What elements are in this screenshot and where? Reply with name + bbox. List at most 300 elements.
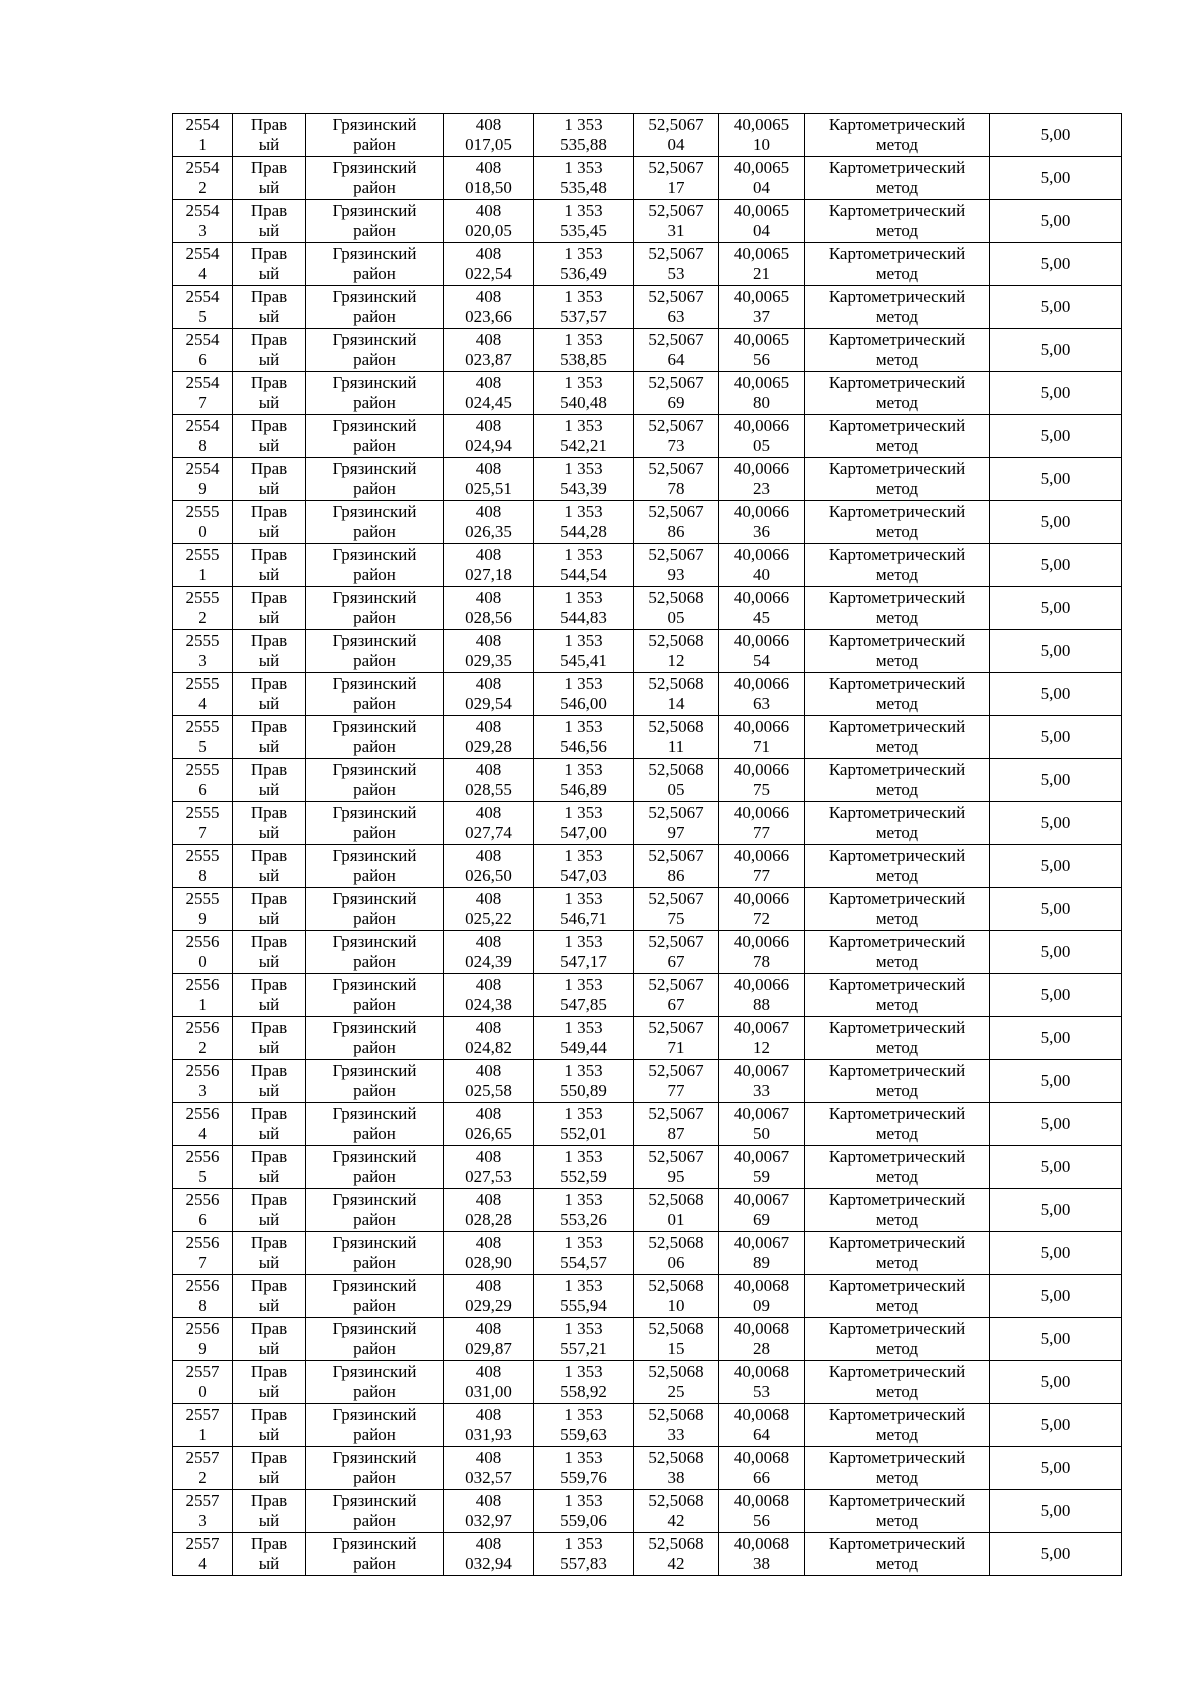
coord-x-cell [444, 544, 534, 587]
coord-x-cell-line: 027,18 [465, 565, 512, 584]
district-cell-line: Грязинский [332, 588, 417, 607]
district-cell-line: Грязинский [332, 545, 417, 564]
coord-y-cell-line: 559,76 [560, 1468, 607, 1487]
coord-x-cell-line: 408 [475, 803, 502, 822]
bank-side-cell [233, 673, 306, 716]
longitude-cell-line: 40 [753, 565, 770, 584]
point-number-cell [173, 759, 233, 802]
bank-side-cell-line: Прав [250, 416, 288, 435]
method-cell-line: метод [875, 780, 919, 799]
method-cell [805, 1189, 990, 1232]
bank-side-cell-line: Прав [250, 1147, 288, 1166]
coord-y-cell-line: 1 353 [564, 1534, 603, 1553]
method-cell-line: Картометрический [828, 1147, 966, 1166]
district-cell [306, 1275, 444, 1318]
longitude-cell [719, 1533, 805, 1576]
longitude-cell [719, 1146, 805, 1189]
bank-side-cell-line: Прав [250, 244, 288, 263]
method-cell-line: Картометрический [828, 244, 966, 263]
accuracy-cell: 5,00 [990, 1189, 1122, 1232]
district-cell [306, 1447, 444, 1490]
method-cell-line: метод [875, 1210, 919, 1229]
district-cell [306, 1146, 444, 1189]
method-cell [805, 1533, 990, 1576]
method-cell-line: метод [875, 1167, 919, 1186]
method-cell-line: метод [875, 823, 919, 842]
coord-x-cell-line: 026,35 [465, 522, 512, 541]
bank-side-cell-line: Прав [250, 158, 288, 177]
point-number-cell [173, 501, 233, 544]
coord-x-cell-line: 408 [475, 1448, 502, 1467]
method-cell-line: Картометрический [828, 1061, 966, 1080]
district-cell-line: район [353, 1253, 396, 1272]
table-row [173, 974, 1122, 1017]
coord-y-cell [534, 1146, 634, 1189]
coord-x-cell-line: 408 [475, 588, 502, 607]
point-number-cell-line: 2556 [185, 932, 220, 951]
district-cell [306, 1490, 444, 1533]
district-cell-line: Грязинский [332, 115, 417, 134]
bank-side-cell [233, 1318, 306, 1361]
district-cell-line: район [353, 522, 396, 541]
method-cell-line: Картометрический [828, 1018, 966, 1037]
coord-y-cell-line: 1 353 [564, 1061, 603, 1080]
bank-side-cell-line: ый [258, 178, 280, 197]
district-cell-line: район [353, 1382, 396, 1401]
method-cell-line: Картометрический [828, 1276, 966, 1295]
latitude-cell-line: 93 [667, 565, 685, 584]
method-cell-line: метод [875, 565, 919, 584]
district-cell-line: Грязинский [332, 889, 417, 908]
latitude-cell-line: 52,5067 [648, 1061, 704, 1080]
longitude-cell-line: 77 [753, 823, 770, 842]
table-row [173, 243, 1122, 286]
latitude-cell-line: 97 [667, 823, 685, 842]
point-number-cell-line: 2554 [185, 330, 220, 349]
district-cell-line: Грязинский [332, 1233, 417, 1252]
method-cell-line: Картометрический [828, 1190, 966, 1209]
longitude-cell-line: 37 [753, 307, 770, 326]
district-cell [306, 329, 444, 372]
bank-side-cell-line: Прав [250, 846, 288, 865]
coord-y-cell [534, 1404, 634, 1447]
accuracy-cell: 5,00 [990, 157, 1122, 200]
method-cell [805, 114, 990, 157]
coord-x-cell [444, 458, 534, 501]
district-cell-line: Грязинский [332, 760, 417, 779]
longitude-cell [719, 114, 805, 157]
coord-x-cell [444, 1232, 534, 1275]
coord-y-cell [534, 802, 634, 845]
district-cell-line: Грязинский [332, 674, 417, 693]
longitude-cell-line: 45 [753, 608, 770, 627]
table-row [173, 157, 1122, 200]
coord-x-cell [444, 329, 534, 372]
coord-x-cell-line: 408 [475, 1104, 502, 1123]
coord-x-cell-line: 408 [475, 717, 502, 736]
coord-y-cell [534, 716, 634, 759]
latitude-cell [634, 243, 719, 286]
longitude-cell [719, 329, 805, 372]
latitude-cell-line: 52,5067 [648, 330, 704, 349]
district-cell-line: район [353, 1339, 396, 1358]
method-cell-line: метод [875, 995, 919, 1014]
coord-x-cell-line: 408 [475, 1147, 502, 1166]
point-number-cell-line: 5 [198, 737, 207, 756]
latitude-cell-line: 31 [667, 221, 685, 240]
longitude-cell [719, 673, 805, 716]
coord-y-cell-line: 546,89 [560, 780, 607, 799]
method-cell-line: метод [875, 479, 919, 498]
coord-x-cell [444, 888, 534, 931]
table-row [173, 1361, 1122, 1404]
latitude-cell-line: 52,5067 [648, 459, 704, 478]
bank-side-cell-line: ый [258, 1038, 280, 1057]
district-cell [306, 1189, 444, 1232]
table-row [173, 802, 1122, 845]
method-cell [805, 1275, 990, 1318]
method-cell-line: метод [875, 608, 919, 627]
district-cell-line: Грязинский [332, 717, 417, 736]
district-cell-line: Грязинский [332, 502, 417, 521]
point-number-cell [173, 1146, 233, 1189]
table-row [173, 1404, 1122, 1447]
latitude-cell-line: 52,5067 [648, 373, 704, 392]
district-cell-line: Грязинский [332, 1362, 417, 1381]
longitude-cell-line: 40,0066 [733, 846, 790, 865]
coord-x-cell-line: 028,90 [465, 1253, 512, 1272]
district-cell-line: район [353, 737, 396, 756]
accuracy-cell: 5,00 [990, 673, 1122, 716]
bank-side-cell-line: ый [258, 1468, 280, 1487]
point-number-cell-line: 2556 [185, 1147, 220, 1166]
bank-side-cell [233, 1189, 306, 1232]
coord-x-cell-line: 031,93 [465, 1425, 512, 1444]
coord-x-cell [444, 759, 534, 802]
bank-side-cell-line: ый [258, 350, 280, 369]
point-number-cell-line: 4 [198, 1124, 207, 1143]
latitude-cell [634, 1490, 719, 1533]
bank-side-cell-line: ый [258, 823, 280, 842]
latitude-cell-line: 42 [667, 1511, 685, 1530]
point-number-cell-line: 2555 [185, 631, 220, 650]
coord-x-cell-line: 408 [475, 975, 502, 994]
latitude-cell-line: 05 [667, 780, 685, 799]
latitude-cell-line: 63 [667, 307, 685, 326]
coord-x-cell-line: 028,28 [465, 1210, 512, 1229]
district-cell [306, 716, 444, 759]
longitude-cell [719, 1318, 805, 1361]
point-number-cell-line: 2555 [185, 674, 220, 693]
bank-side-cell-line: ый [258, 737, 280, 756]
coord-x-cell-line: 029,54 [465, 694, 512, 713]
accuracy-cell: 5,00 [990, 286, 1122, 329]
longitude-cell-line: 40,0066 [733, 502, 790, 521]
bank-side-cell-line: Прав [250, 545, 288, 564]
method-cell [805, 1146, 990, 1189]
coord-y-cell [534, 372, 634, 415]
district-cell-line: район [353, 350, 396, 369]
coord-x-cell-line: 025,58 [465, 1081, 512, 1100]
district-cell-line: Грязинский [332, 201, 417, 220]
method-cell [805, 888, 990, 931]
point-number-cell [173, 1404, 233, 1447]
longitude-cell-line: 40,0066 [733, 416, 790, 435]
accuracy-cell: 5,00 [990, 1447, 1122, 1490]
table-row [173, 1017, 1122, 1060]
latitude-cell-line: 52,5068 [648, 760, 704, 779]
accuracy-cell: 5,00 [990, 1533, 1122, 1576]
longitude-cell [719, 1232, 805, 1275]
coord-x-cell-line: 022,54 [465, 264, 512, 283]
district-cell-line: район [353, 1167, 396, 1186]
longitude-cell-line: 40,0068 [733, 1276, 790, 1295]
longitude-cell-line: 78 [753, 952, 770, 971]
district-cell-line: район [353, 608, 396, 627]
method-cell-line: Картометрический [828, 1319, 966, 1338]
table-row [173, 286, 1122, 329]
bank-side-cell-line: ый [258, 1382, 280, 1401]
longitude-cell-line: 40,0066 [733, 717, 790, 736]
coord-y-cell-line: 544,28 [560, 522, 607, 541]
method-cell-line: метод [875, 909, 919, 928]
bank-side-cell-line: ый [258, 1296, 280, 1315]
coord-x-cell [444, 1017, 534, 1060]
latitude-cell [634, 458, 719, 501]
latitude-cell [634, 931, 719, 974]
point-number-cell [173, 888, 233, 931]
latitude-cell [634, 286, 719, 329]
point-number-cell [173, 630, 233, 673]
district-cell [306, 372, 444, 415]
point-number-cell [173, 329, 233, 372]
method-cell [805, 673, 990, 716]
latitude-cell-line: 53 [667, 264, 685, 283]
district-cell-line: Грязинский [332, 287, 417, 306]
latitude-cell-line: 95 [667, 1167, 685, 1186]
coord-x-cell-line: 024,45 [465, 393, 512, 412]
bank-side-cell-line: ый [258, 393, 280, 412]
district-cell-line: район [353, 952, 396, 971]
point-number-cell-line: 6 [198, 350, 207, 369]
district-cell [306, 544, 444, 587]
longitude-cell-line: 40,0065 [733, 244, 790, 263]
longitude-cell-line: 09 [753, 1296, 770, 1315]
bank-side-cell [233, 802, 306, 845]
district-cell [306, 286, 444, 329]
coord-y-cell-line: 1 353 [564, 760, 603, 779]
point-number-cell-line: 4 [198, 264, 207, 283]
method-cell-line: метод [875, 178, 919, 197]
district-cell-line: район [353, 1468, 396, 1487]
longitude-cell [719, 587, 805, 630]
point-number-cell-line: 8 [198, 866, 207, 885]
point-number-cell-line: 2556 [185, 1104, 220, 1123]
district-cell-line: район [353, 823, 396, 842]
latitude-cell [634, 1361, 719, 1404]
coord-y-cell [534, 415, 634, 458]
district-cell [306, 1533, 444, 1576]
latitude-cell [634, 1017, 719, 1060]
longitude-cell [719, 1103, 805, 1146]
bank-side-cell-line: ый [258, 995, 280, 1014]
table-row [173, 1447, 1122, 1490]
coord-y-cell [534, 1490, 634, 1533]
coord-y-cell-line: 1 353 [564, 545, 603, 564]
bank-side-cell [233, 974, 306, 1017]
coord-y-cell-line: 1 353 [564, 244, 603, 263]
latitude-cell-line: 87 [667, 1124, 685, 1143]
bank-side-cell-line: Прав [250, 1448, 288, 1467]
latitude-cell-line: 52,5067 [648, 502, 704, 521]
bank-side-cell-line: Прав [250, 373, 288, 392]
coord-y-cell-line: 1 353 [564, 1147, 603, 1166]
method-cell-line: Картометрический [828, 115, 966, 134]
coord-x-cell-line: 020,05 [465, 221, 512, 240]
coord-y-cell [534, 1060, 634, 1103]
bank-side-cell-line: Прав [250, 975, 288, 994]
point-number-cell-line: 4 [198, 1554, 207, 1573]
coord-y-cell [534, 458, 634, 501]
bank-side-cell-line: Прав [250, 1233, 288, 1252]
point-number-cell-line: 9 [198, 909, 207, 928]
point-number-cell-line: 2556 [185, 1319, 220, 1338]
coord-x-cell-line: 408 [475, 674, 502, 693]
bank-side-cell-line: ый [258, 1554, 280, 1573]
point-number-cell-line: 2556 [185, 1061, 220, 1080]
latitude-cell [634, 716, 719, 759]
coord-y-cell-line: 1 353 [564, 1276, 603, 1295]
longitude-cell-line: 40,0067 [733, 1147, 790, 1166]
method-cell-line: метод [875, 436, 919, 455]
point-number-cell-line: 2555 [185, 717, 220, 736]
point-number-cell-line: 2557 [185, 1491, 220, 1510]
table-row [173, 1275, 1122, 1318]
district-cell-line: район [353, 221, 396, 240]
accuracy-cell: 5,00 [990, 1490, 1122, 1533]
coord-x-cell [444, 587, 534, 630]
table-row [173, 1533, 1122, 1576]
coord-y-cell-line: 1 353 [564, 889, 603, 908]
district-cell-line: район [353, 780, 396, 799]
accuracy-cell: 5,00 [990, 630, 1122, 673]
bank-side-cell-line: Прав [250, 1190, 288, 1209]
longitude-cell [719, 372, 805, 415]
bank-side-cell-line: ый [258, 866, 280, 885]
coordinates-table [172, 113, 1122, 1576]
longitude-cell-line: 12 [753, 1038, 770, 1057]
point-number-cell-line: 8 [198, 436, 207, 455]
coord-y-cell [534, 1017, 634, 1060]
accuracy-cell: 5,00 [990, 114, 1122, 157]
longitude-cell [719, 1361, 805, 1404]
coord-x-cell-line: 023,87 [465, 350, 512, 369]
longitude-cell-line: 63 [753, 694, 770, 713]
method-cell-line: метод [875, 221, 919, 240]
longitude-cell [719, 544, 805, 587]
point-number-cell-line: 2554 [185, 158, 220, 177]
point-number-cell [173, 1189, 233, 1232]
longitude-cell [719, 1060, 805, 1103]
coord-x-cell-line: 024,39 [465, 952, 512, 971]
method-cell-line: Картометрический [828, 803, 966, 822]
method-cell-line: метод [875, 350, 919, 369]
latitude-cell-line: 52,5068 [648, 1534, 704, 1553]
coord-x-cell-line: 408 [475, 631, 502, 650]
coord-x-cell-line: 408 [475, 1061, 502, 1080]
coord-y-cell-line: 1 353 [564, 459, 603, 478]
accuracy-cell: 5,00 [990, 1060, 1122, 1103]
method-cell-line: метод [875, 1468, 919, 1487]
district-cell-line: район [353, 909, 396, 928]
coord-x-cell [444, 673, 534, 716]
point-number-cell [173, 673, 233, 716]
bank-side-cell-line: ый [258, 1425, 280, 1444]
bank-side-cell-line: Прав [250, 1362, 288, 1381]
method-cell [805, 372, 990, 415]
method-cell-line: Картометрический [828, 889, 966, 908]
longitude-cell [719, 458, 805, 501]
point-number-cell [173, 458, 233, 501]
latitude-cell-line: 11 [667, 737, 685, 756]
method-cell [805, 200, 990, 243]
coord-x-cell-line: 024,94 [465, 436, 512, 455]
method-cell [805, 716, 990, 759]
point-number-cell-line: 2557 [185, 1448, 220, 1467]
bank-side-cell-line: ый [258, 1081, 280, 1100]
method-cell-line: метод [875, 866, 919, 885]
coord-y-cell [534, 1275, 634, 1318]
bank-side-cell [233, 1361, 306, 1404]
point-number-cell-line: 2556 [185, 1018, 220, 1037]
point-number-cell [173, 1490, 233, 1533]
latitude-cell [634, 759, 719, 802]
point-number-cell-line: 2554 [185, 244, 220, 263]
accuracy-cell: 5,00 [990, 1275, 1122, 1318]
method-cell-line: метод [875, 1382, 919, 1401]
point-number-cell-line: 2555 [185, 846, 220, 865]
longitude-cell-line: 40,0068 [733, 1319, 790, 1338]
longitude-cell-line: 38 [753, 1554, 770, 1573]
coord-y-cell [534, 1232, 634, 1275]
district-cell-line: Грязинский [332, 416, 417, 435]
longitude-cell-line: 40,0067 [733, 1061, 790, 1080]
latitude-cell-line: 52,5067 [648, 416, 704, 435]
coord-x-cell-line: 027,74 [465, 823, 512, 842]
coord-y-cell-line: 558,92 [560, 1382, 607, 1401]
method-cell-line: метод [875, 737, 919, 756]
longitude-cell-line: 40,0068 [733, 1448, 790, 1467]
point-number-cell-line: 9 [198, 1339, 207, 1358]
longitude-cell-line: 40,0067 [733, 1190, 790, 1209]
bank-side-cell [233, 1103, 306, 1146]
point-number-cell [173, 1447, 233, 1490]
latitude-cell [634, 974, 719, 1017]
coord-y-cell [534, 1318, 634, 1361]
latitude-cell-line: 05 [667, 608, 685, 627]
coord-y-cell-line: 1 353 [564, 201, 603, 220]
table-row [173, 200, 1122, 243]
latitude-cell [634, 1189, 719, 1232]
coord-y-cell-line: 1 353 [564, 502, 603, 521]
point-number-cell-line: 3 [198, 1081, 207, 1100]
point-number-cell-line: 1 [198, 135, 207, 154]
method-cell [805, 286, 990, 329]
method-cell [805, 501, 990, 544]
district-cell [306, 243, 444, 286]
bank-side-cell-line: Прав [250, 1276, 288, 1295]
bank-side-cell-line: Прав [250, 1319, 288, 1338]
